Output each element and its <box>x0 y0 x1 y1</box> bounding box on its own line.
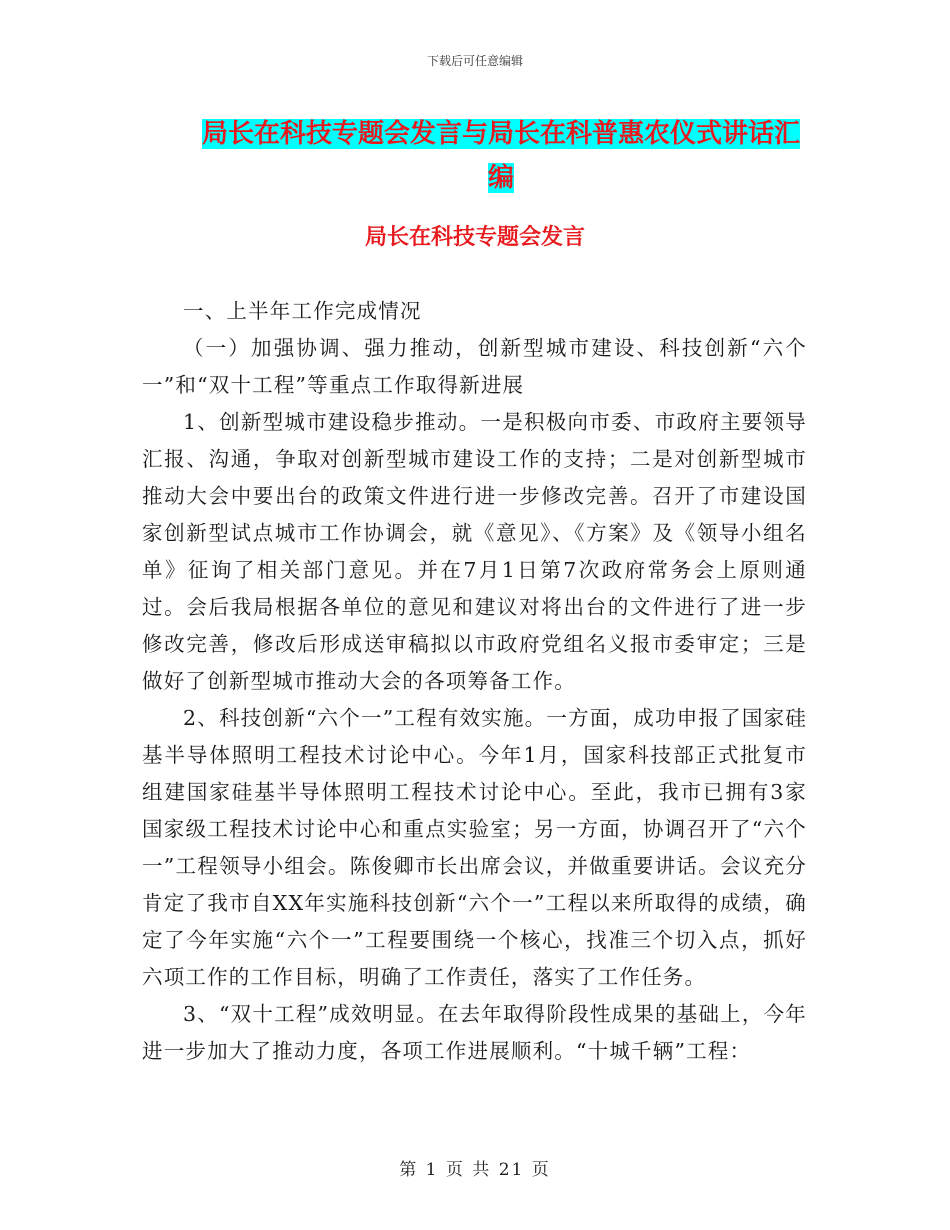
paragraph: 1、创新型城市建设稳步推动。一是积极向市委、市政府主要领导汇报、沟通，争取对创新型城市建设工作的支持；二是对创新型城市推动大会中要出台的政策文件进行进一步修改完善。召开了市建设国家创新型试点城市工作协调会，就《意见》、《方案》及《领导小组名单》征询了相关部门意见。并在7月1日第7次政府常务会上原则通过。会后我局根据各单位的意见和建议对将出台的文件进行了进一步修改完善，修改后形成送审稿拟以市政府党组名义报市委审定；三是做好了创新型城市推动大会的各项筹备工作。 <box>142 410 807 693</box>
paragraph-heading: 一、上半年工作完成情况 <box>183 299 422 323</box>
paragraph: 3、“双十工程”成效明显。在去年取得阶段性成果的基础上，今年进一步加大了推动力度，各项工作进展顺利。“十城千辆”工程： <box>142 1002 807 1063</box>
body-text <box>142 293 807 1070</box>
paragraph: 2、科技创新“六个一”工程有效实施。一方面，成功申报了国家硅基半导体照明工程技术讨论中心。今年1月，国家科技部正式批复市组建国家硅基半导体照明工程技术讨论中心。至此，我市已拥有3家国家级工程技术讨论中心和重点实验室；另一方面，协调召开了“六个一”工程领导小组会。陈俊卿市长出席会议，并做重要讲话。会议充分肯定了我市自XX年实施科技创新“六个一”工程以来所取得的成绩，确定了今年实施“六个一”工程要围绕一个核心，找准三个切入点，抓好六项工作的工作目标，明确了工作责任，落实了工作任务。 <box>142 706 807 989</box>
document-title-text: 局长在科技专题会发言与局长在科普惠农仪式讲话汇编 <box>201 119 800 193</box>
section-title: 局长在科技专题会发言 <box>364 225 585 250</box>
paragraph-subheading: （一）加强协调、强力推动，创新型城市建设、科技创新“六个一”和“双十工程”等重点工作取得新进展 <box>142 336 807 397</box>
page-number: 第 1 页 共 21 页 <box>399 1160 551 1180</box>
header-note: 下载后可任意编辑 <box>426 54 523 68</box>
document-title <box>195 112 807 200</box>
